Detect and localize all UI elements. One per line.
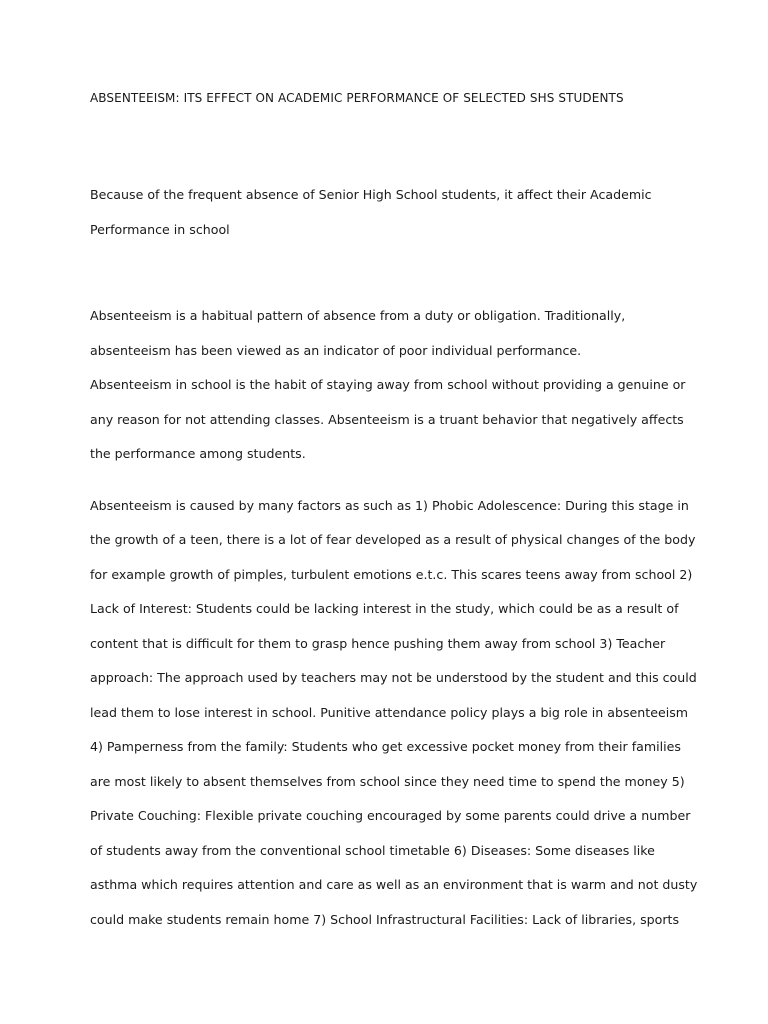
text-line: the performance among students. — [90, 446, 306, 461]
text-line: of students away from the conventional school timetable 6) Diseases: Some diseases like — [90, 842, 655, 858]
text-line: could make students remain home 7) School Infrastructural Facilities: Lack of libraries, sports — [90, 911, 680, 927]
text-line: any reason for not attending classes. Absenteeism is a truant behavior that negatively affects — [90, 411, 684, 427]
text-line: Absenteeism in school is the habit of staying away from school without providing a genuine or — [90, 377, 686, 392]
paragraph-definition — [90, 299, 690, 368]
text-line: Absenteeism is caused by many factors as such as 1) Phobic Adolescence: During this stage in — [90, 497, 689, 513]
paragraph-thesis — [90, 178, 690, 247]
text-line: absenteeism has been viewed as an indicator of poor individual performance. — [90, 342, 582, 358]
paragraph-causes — [90, 489, 698, 938]
text-line: Private Couching: Flexible private couching encouraged by some parents could drive a number — [90, 808, 691, 823]
text-line: 4) Pamperness from the family: Students who get excessive pocket money from their families — [90, 739, 681, 754]
text-line: the growth of a teen, there is a lot of fear developed as a result of physical changes of the body — [90, 532, 696, 547]
text-line: Lack of Interest: Students could be lacking interest in the study, which could be as a result of — [90, 601, 679, 616]
text-line: Because of the frequent absence of Senior High School students, it affect their Academic — [90, 187, 652, 202]
text-line: approach: The approach used by teachers may not be understood by the student and this could — [90, 670, 697, 685]
text-line: lead them to lose interest in school. Punitive attendance policy plays a big role in absenteeism — [90, 704, 689, 720]
paragraph-school-absenteeism — [90, 368, 690, 472]
text-line: Performance in school — [90, 221, 230, 237]
text-line: content that is difficult for them to grasp hence pushing them away from school 3) Teacher — [90, 635, 666, 651]
text-line: for example growth of pimples, turbulent emotions e.t.c. This scares teens away from school 2) — [90, 566, 693, 582]
text-line: are most likely to absent themselves from school since they need time to spend the money 5) — [90, 773, 685, 789]
text-line: Absenteeism is a habitual pattern of absence from a duty or obligation. Traditionally, — [90, 308, 626, 323]
document-title: ABSENTEEISM: ITS EFFECT ON ACADEMIC PERFORMANCE OF SELECTED SHS STUDENTS — [90, 91, 624, 105]
text-line: asthma which requires attention and care as well as an environment that is warm and not dusty — [90, 877, 698, 892]
document-body — [90, 88, 698, 937]
